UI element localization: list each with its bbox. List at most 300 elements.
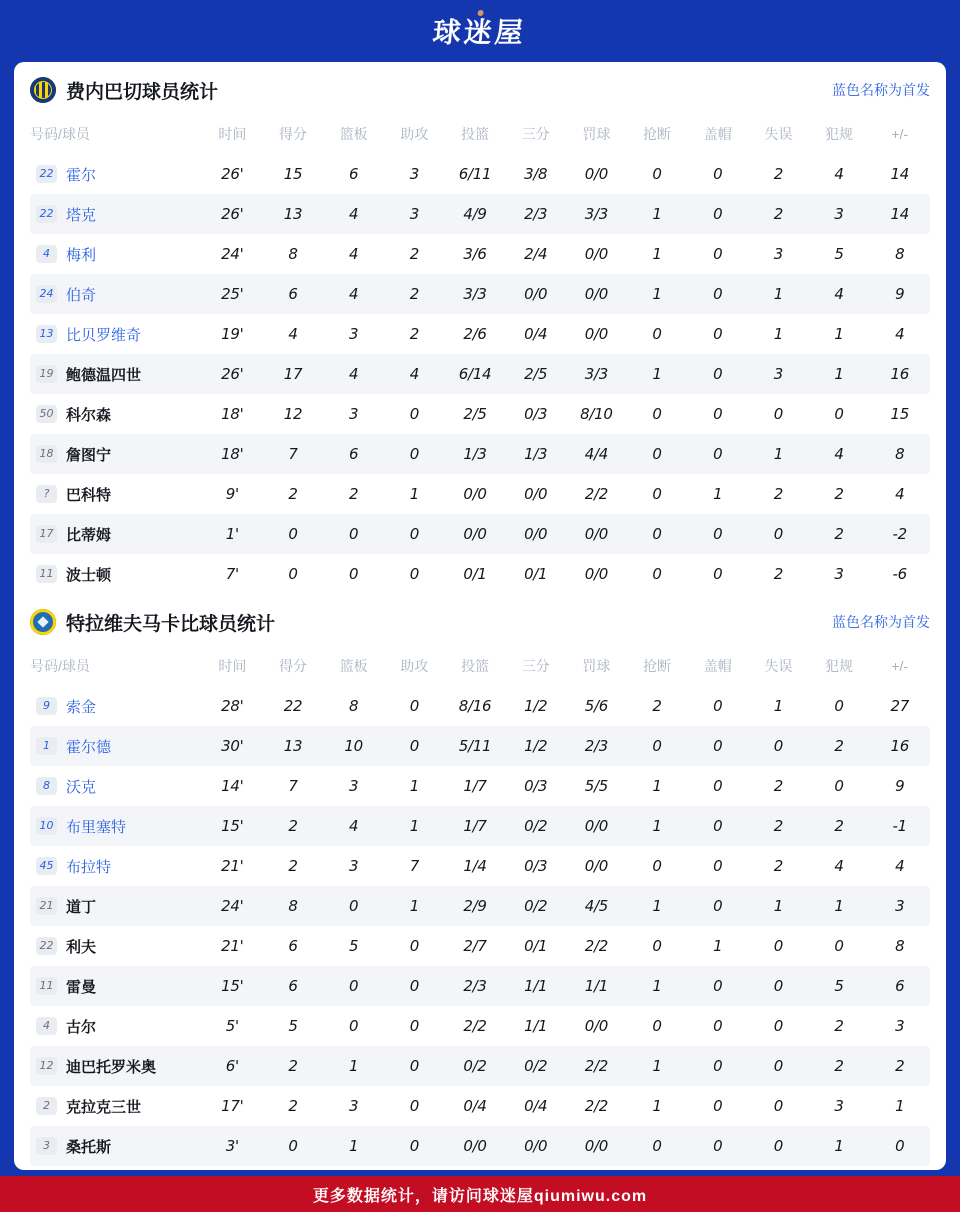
stat-value: 27 [890, 697, 909, 715]
player-name[interactable]: 霍尔 [66, 166, 97, 184]
stat-value: 0/0 [584, 857, 608, 875]
section-title: 特拉维夫马卡比球员统计 [66, 613, 276, 635]
player-name[interactable]: 比蒂姆 [66, 526, 112, 544]
stat-value: 0 [652, 525, 662, 543]
stat-value: 15 [890, 405, 909, 423]
player-name[interactable]: 布拉特 [66, 858, 112, 876]
stat-value: 2 [834, 1017, 844, 1035]
stat-value: 10 [344, 737, 363, 755]
stat-value: 5/11 [458, 737, 492, 755]
player-row[interactable] [30, 806, 930, 846]
player-cell [30, 564, 202, 585]
player-name[interactable]: 塔克 [66, 206, 97, 224]
stat-value: 0 [773, 525, 783, 543]
stat-value: 2/2 [584, 485, 608, 503]
stat-value: 0/2 [524, 817, 548, 835]
stat-value: 18' [221, 405, 244, 423]
player-name[interactable]: 道丁 [66, 898, 97, 916]
stat-value: 7' [225, 565, 239, 583]
stat-value: 3' [225, 1137, 239, 1155]
stat-value: 6/14 [458, 365, 492, 383]
stat-value: 2/6 [463, 325, 487, 343]
stat-value: 1 [652, 1097, 662, 1115]
stat-value: 0/0 [584, 817, 608, 835]
team-section-fenerbahce [30, 62, 930, 594]
stat-value: 2 [834, 737, 844, 755]
player-row[interactable] [30, 686, 930, 726]
stat-value: 1/1 [524, 1017, 548, 1035]
stat-value: 0 [409, 405, 419, 423]
stat-value: 4 [834, 857, 844, 875]
stat-value: 1 [652, 285, 662, 303]
stat-value: 14' [221, 777, 244, 795]
stat-value: 1 [895, 1097, 905, 1115]
stat-value: 4 [834, 165, 844, 183]
player-name[interactable]: 桑托斯 [66, 1138, 112, 1156]
stat-value: 3/3 [584, 365, 608, 383]
stat-value: 1/4 [463, 857, 487, 875]
stat-value: 3/6 [463, 245, 487, 263]
stat-value: -1 [892, 817, 907, 835]
stat-value: 1/1 [584, 977, 608, 995]
stat-value: 2 [652, 697, 662, 715]
section-title: 费内巴切球员统计 [66, 81, 219, 103]
stat-value: 0/2 [463, 1057, 487, 1075]
stat-value: 4/5 [584, 897, 608, 915]
stat-value: 0/0 [584, 245, 608, 263]
stat-value: 0 [713, 857, 723, 875]
stat-value: 1 [652, 777, 662, 795]
stat-value: 0/3 [524, 857, 548, 875]
stat-value: 0/0 [584, 325, 608, 343]
player-row[interactable] [30, 514, 930, 554]
stat-value: 4 [895, 325, 905, 343]
logo-dot-icon [478, 10, 485, 16]
stat-value: 1 [652, 817, 662, 835]
stat-value: 0 [409, 565, 419, 583]
stat-value: 2 [773, 565, 783, 583]
stat-value: 3 [834, 1097, 844, 1115]
stat-value: 0 [773, 1097, 783, 1115]
jersey-number-badge: 4 [36, 245, 57, 263]
stat-value: 15' [221, 977, 244, 995]
player-row[interactable] [30, 966, 930, 1006]
player-cell [30, 1016, 202, 1037]
stat-value: 2 [288, 1097, 298, 1115]
stat-value: 0 [834, 697, 844, 715]
stat-value: 1 [652, 1057, 662, 1075]
stat-value: 0/0 [584, 285, 608, 303]
player-row[interactable] [30, 926, 930, 966]
jersey-number-badge: 21 [36, 897, 57, 915]
stat-value: 3 [349, 405, 359, 423]
site-header [0, 0, 960, 62]
player-name[interactable]: 科尔森 [66, 406, 112, 424]
player-row[interactable] [30, 1126, 930, 1166]
stats-card [14, 62, 946, 1170]
player-name[interactable]: 伯奇 [66, 286, 97, 304]
stat-value: 5 [349, 937, 359, 955]
stat-value: 2 [288, 1057, 298, 1075]
jersey-number-badge: 22 [36, 165, 57, 183]
stat-value: 2/2 [584, 937, 608, 955]
player-cell [30, 896, 202, 917]
stat-value: 0 [652, 1017, 662, 1035]
player-cell [30, 936, 202, 957]
stat-value: 3 [409, 165, 419, 183]
jersey-number-badge: 10 [36, 817, 57, 835]
player-row[interactable] [30, 434, 930, 474]
stat-value: 2 [773, 857, 783, 875]
player-row[interactable] [30, 886, 930, 926]
stat-value: 0 [349, 1017, 359, 1035]
player-name[interactable]: 詹图宁 [66, 446, 112, 464]
stat-value: 5 [288, 1017, 298, 1035]
stat-value: 0/0 [584, 565, 608, 583]
stat-value: 0/2 [524, 897, 548, 915]
player-cell [30, 164, 202, 185]
stat-value: 0 [895, 1137, 905, 1155]
jersey-number-badge: 8 [36, 777, 57, 795]
player-name[interactable]: 克拉克三世 [66, 1098, 142, 1116]
stat-value: 2/3 [584, 737, 608, 755]
stat-value: 0 [652, 485, 662, 503]
fenerbahce-crest-icon [30, 77, 56, 103]
stat-value: 2/2 [463, 1017, 487, 1035]
column-header: +/- [891, 658, 909, 674]
stat-value: 3/3 [463, 285, 487, 303]
column-header: 时间 [218, 126, 247, 142]
stat-value: 0 [409, 697, 419, 715]
stat-value: 24' [221, 245, 244, 263]
stat-value: 1/2 [524, 697, 548, 715]
jersey-number-badge: 11 [36, 565, 57, 583]
player-name[interactable]: 沃克 [66, 778, 97, 796]
stat-value: 0 [713, 365, 723, 383]
stat-value: 1/7 [463, 817, 487, 835]
stat-value: 7 [288, 445, 298, 463]
stat-value: 0 [834, 405, 844, 423]
stat-value: 0 [409, 445, 419, 463]
jersey-number-badge: ? [36, 485, 57, 503]
stat-value: 6 [288, 937, 298, 955]
stat-value: 3 [895, 897, 905, 915]
stat-value: 0/0 [524, 525, 548, 543]
starters-legend-link[interactable]: 蓝色名称为首发 [832, 82, 930, 98]
player-row[interactable] [30, 846, 930, 886]
stat-value: 0 [349, 565, 359, 583]
column-header: 篮板 [339, 658, 368, 674]
stat-value: 1 [773, 697, 783, 715]
player-cell [30, 856, 202, 877]
stat-value: 1 [773, 897, 783, 915]
stat-value: 8 [288, 245, 298, 263]
stat-value: 0 [773, 737, 783, 755]
stat-value: 1 [349, 1057, 359, 1075]
jersey-number-badge: 45 [36, 857, 57, 875]
player-row[interactable] [30, 474, 930, 514]
stat-value: 0 [713, 525, 723, 543]
stat-value: 0 [288, 525, 298, 543]
stat-value: 0/0 [584, 165, 608, 183]
stat-value: 8 [895, 245, 905, 263]
player-cell [30, 776, 202, 797]
player-name[interactable]: 雷曼 [66, 978, 97, 996]
column-header: 篮板 [339, 126, 368, 142]
stat-value: 2/5 [463, 405, 487, 423]
jersey-number-badge: 11 [36, 977, 57, 995]
player-row[interactable] [30, 766, 930, 806]
stat-value: 21' [221, 857, 244, 875]
stat-value: 2 [349, 485, 359, 503]
player-row[interactable] [30, 394, 930, 434]
stat-value: 0 [713, 245, 723, 263]
stat-value: 14 [890, 165, 909, 183]
table-header-row [30, 646, 930, 686]
stat-value: 2 [773, 485, 783, 503]
column-header: 三分 [521, 126, 550, 142]
stat-value: 1 [349, 1137, 359, 1155]
player-row[interactable] [30, 194, 930, 234]
stat-value: 0 [713, 817, 723, 835]
column-header: 罚球 [582, 658, 611, 674]
player-name[interactable]: 布里塞特 [66, 818, 127, 836]
stat-value: 0 [713, 205, 723, 223]
column-header: 助攻 [400, 126, 429, 142]
stat-value: 1 [834, 897, 844, 915]
stat-value: 0 [773, 1057, 783, 1075]
stat-value: 2/2 [584, 1097, 608, 1115]
stat-value: 8 [895, 445, 905, 463]
stat-value: 1 [652, 897, 662, 915]
player-row[interactable] [30, 726, 930, 766]
jersey-number-badge: 22 [36, 205, 57, 223]
player-cell [30, 324, 202, 345]
table-body [30, 154, 930, 594]
column-header: 三分 [521, 658, 550, 674]
stat-value: 21' [221, 937, 244, 955]
player-cell [30, 404, 202, 425]
stat-value: 2/3 [524, 205, 548, 223]
stat-value: 0 [409, 525, 419, 543]
stat-value: 0 [349, 977, 359, 995]
column-header: 时间 [218, 658, 247, 674]
stat-value: 4 [288, 325, 298, 343]
player-cell [30, 524, 202, 545]
stat-value: 1 [713, 937, 723, 955]
stat-value: 2/2 [584, 1057, 608, 1075]
player-name[interactable]: 波士顿 [66, 566, 112, 584]
player-cell [30, 244, 202, 265]
stat-value: 3 [834, 205, 844, 223]
player-cell [30, 1136, 202, 1157]
stat-value: 0 [713, 1017, 723, 1035]
stat-value: 6 [349, 165, 359, 183]
stat-value: 2 [834, 485, 844, 503]
stat-value: 0 [773, 977, 783, 995]
stat-value: 3 [349, 857, 359, 875]
starters-legend-link[interactable]: 蓝色名称为首发 [832, 614, 930, 630]
stat-value: 0 [713, 565, 723, 583]
stat-value: 18' [221, 445, 244, 463]
player-row[interactable] [30, 354, 930, 394]
stat-value: 13 [283, 737, 303, 755]
column-header: 犯规 [825, 658, 854, 674]
stat-value: 0 [409, 1137, 419, 1155]
stat-value: 0 [652, 445, 662, 463]
stat-value: 6 [349, 445, 359, 463]
stat-value: 5/5 [584, 777, 608, 795]
stat-value: -6 [892, 565, 907, 583]
jersey-number-badge: 3 [36, 1137, 57, 1155]
stat-value: 6/11 [458, 165, 492, 183]
player-name[interactable]: 迪巴托罗米奥 [66, 1058, 157, 1076]
stat-value: 0/0 [584, 1017, 608, 1035]
stat-value: 0/0 [584, 1137, 608, 1155]
player-cell [30, 364, 202, 385]
stat-value: 1 [652, 245, 662, 263]
stat-value: 0/1 [524, 565, 548, 583]
stat-value: 1 [834, 325, 844, 343]
stat-value: 0 [834, 777, 844, 795]
stat-value: 1/3 [524, 445, 548, 463]
stat-value: 2 [834, 817, 844, 835]
stat-value: 1 [409, 485, 419, 503]
stat-value: 2/9 [463, 897, 487, 915]
stat-value: 3 [409, 205, 419, 223]
stat-value: 8 [895, 937, 905, 955]
player-row[interactable] [30, 314, 930, 354]
stat-value: 1 [409, 817, 419, 835]
stat-value: 4/9 [463, 205, 487, 223]
stat-value: 1/3 [463, 445, 487, 463]
stat-value: 4 [834, 445, 844, 463]
jersey-number-badge: 1 [36, 737, 57, 755]
jersey-number-badge: 17 [36, 525, 57, 543]
player-name[interactable]: 索金 [66, 698, 97, 716]
stat-value: 3/8 [524, 165, 548, 183]
stat-value: 2/5 [524, 365, 548, 383]
player-name[interactable]: 鲍德温四世 [66, 366, 142, 384]
stat-value: 0 [713, 737, 723, 755]
stat-value: 2 [834, 525, 844, 543]
player-row[interactable] [30, 154, 930, 194]
stat-value: 2 [773, 817, 783, 835]
column-header: 抢断 [643, 126, 672, 142]
stat-value: 4 [834, 285, 844, 303]
column-header: 盖帽 [703, 126, 732, 142]
stat-value: 6 [288, 285, 298, 303]
stat-value: 3 [834, 565, 844, 583]
stat-value: 13 [283, 205, 303, 223]
section-title-row [30, 62, 930, 114]
stat-value: 7 [288, 777, 298, 795]
stat-value: 4 [409, 365, 419, 383]
stat-value: 0 [409, 737, 419, 755]
stat-value: 4 [349, 285, 359, 303]
player-row[interactable] [30, 234, 930, 274]
stat-value: 2/7 [463, 937, 487, 955]
stat-value: 1 [652, 365, 662, 383]
player-row[interactable] [30, 1046, 930, 1086]
column-header: 得分 [279, 126, 307, 142]
player-row[interactable] [30, 1086, 930, 1126]
stat-value: 0 [773, 937, 783, 955]
player-name[interactable]: 利夫 [66, 938, 97, 956]
stat-value: 4 [349, 817, 359, 835]
player-cell [30, 976, 202, 997]
jersey-number-badge: 19 [36, 365, 57, 383]
player-row[interactable] [30, 274, 930, 314]
stat-value: 0 [713, 1057, 723, 1075]
player-row[interactable] [30, 554, 930, 594]
team-section-maccabi [30, 594, 930, 1166]
player-name[interactable]: 巴科特 [66, 486, 112, 504]
stat-value: 0 [773, 405, 783, 423]
stat-value: 3 [773, 245, 783, 263]
jersey-number-badge: 9 [36, 697, 57, 715]
stat-value: 0 [713, 1097, 723, 1115]
player-name[interactable]: 古尔 [66, 1018, 97, 1036]
stat-value: 0/0 [584, 525, 608, 543]
stat-value: 4 [349, 205, 359, 223]
player-name[interactable]: 比贝罗维奇 [66, 326, 142, 344]
stat-value: 24' [221, 897, 244, 915]
stat-value: 2 [409, 245, 419, 263]
stat-value: 9' [225, 485, 239, 503]
stat-value: 15 [283, 165, 303, 183]
jersey-number-badge: 18 [36, 445, 57, 463]
stat-value: 4 [349, 245, 359, 263]
table-body [30, 686, 930, 1166]
stat-value: 2 [773, 165, 783, 183]
player-row[interactable] [30, 1006, 930, 1046]
stat-value: 0/0 [524, 1137, 548, 1155]
stat-value: 5 [834, 245, 844, 263]
player-name[interactable]: 梅利 [66, 246, 97, 264]
stat-value: 3 [349, 777, 359, 795]
column-header: 盖帽 [703, 658, 732, 674]
stat-value: 0 [652, 857, 662, 875]
footer-promo-text[interactable]: 更多数据统计，请访问球迷屋qiumiwu.com [312, 1187, 648, 1205]
stat-value: 1 [652, 977, 662, 995]
jersey-number-badge: 4 [36, 1017, 57, 1035]
stat-value: 2 [834, 1057, 844, 1075]
stat-value: 1/1 [524, 977, 548, 995]
stat-value: 19' [221, 325, 244, 343]
stat-value: 0/3 [524, 405, 548, 423]
stat-value: 1 [834, 365, 844, 383]
stat-value: 0 [834, 937, 844, 955]
column-header: 号码/球员 [30, 658, 90, 674]
stat-value: 2/3 [463, 977, 487, 995]
stat-value: 2 [895, 1057, 905, 1075]
stat-value: 30' [221, 737, 244, 755]
stat-value: 1 [409, 777, 419, 795]
stat-value: 0/4 [524, 325, 548, 343]
stat-value: 0 [773, 1137, 783, 1155]
stat-value: 26' [221, 205, 244, 223]
player-cell [30, 816, 202, 837]
player-cell [30, 736, 202, 757]
stat-value: 1 [773, 285, 783, 303]
stat-value: 0 [713, 405, 723, 423]
table-header-row [30, 114, 930, 154]
section-title-row [30, 594, 930, 646]
stat-value: 0/3 [524, 777, 548, 795]
player-name[interactable]: 霍尔德 [66, 738, 112, 756]
stat-value: 0/1 [524, 937, 548, 955]
